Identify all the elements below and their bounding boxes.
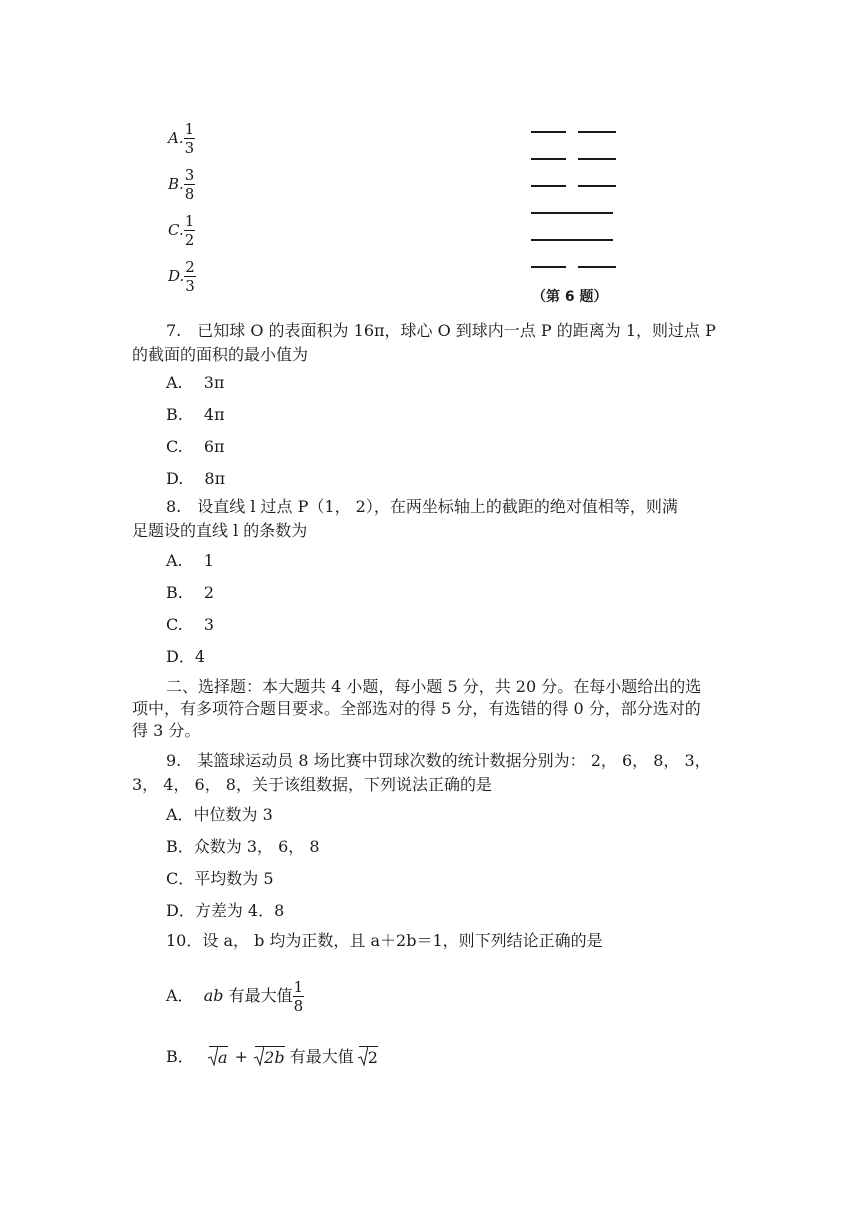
q10-option-b: B． a + 2b 有最大值 2 <box>166 1047 378 1067</box>
q10-stem: 10．设 a， b 均为正数，且 a＋2b＝1，则下列结论正确的是 <box>166 931 603 950</box>
sqrt-a: a <box>209 1046 228 1069</box>
q10-option-a: A． ab 有最大值 $\frac{1}{8}$ <box>166 978 304 1015</box>
q9-stem-line1: 9. 某篮球运动员 8 场比赛中罚球次数的统计数据分别为： 2， 6， 8， 3， <box>166 751 711 770</box>
fraction: $\frac{1}{8}$ <box>293 978 304 1015</box>
section2-line1: 二、选择题：本大题共 4 小题，每小题 5 分，共 20 分。在每小题给出的选 <box>166 677 702 696</box>
q9-option-b: B．众数为 3， 6， 8 <box>166 837 320 856</box>
hexagram-figure <box>528 122 618 282</box>
q8-stem-line2: 足题设的直线 l 的条数为 <box>132 521 308 540</box>
q9-stem-line2: 3， 4， 6， 8，关于该组数据，下列说法正确的是 <box>132 775 492 794</box>
q7-option-a: A. 3π <box>166 373 225 392</box>
fraction: $\frac{1}{2}$ <box>184 212 195 249</box>
q7-option-d: D. 8π <box>166 469 226 488</box>
q8-stem-line1: 8. 设直线 l 过点 P（1， 2），在两坐标轴上的截距的绝对值相等，则满 <box>166 497 678 516</box>
fraction: $\frac{2}{3}$ <box>185 258 195 295</box>
sqrt-2b: 2b <box>255 1046 284 1069</box>
section2-line2: 项中，有多项符合题目要求。全部选对的得 5 分，有选错的得 0 分，部分选对的 <box>132 699 701 718</box>
q7-option-b: B. 4π <box>166 405 225 424</box>
q9-option-a: A．中位数为 3 <box>166 805 273 824</box>
radical-icon <box>358 1046 368 1066</box>
q8-option-a: A. 1 <box>166 551 214 570</box>
q6-option-b: B. $\frac{3}{8}$ <box>168 166 195 203</box>
q8-option-b: B. 2 <box>166 583 215 602</box>
q8-option-d: D．4 <box>166 647 206 666</box>
q6-option-a: A. $\frac{1}{3}$ <box>168 120 195 157</box>
fraction: $\frac{1}{3}$ <box>184 120 195 157</box>
radical-icon <box>254 1046 264 1066</box>
fraction: $\frac{3}{8}$ <box>184 166 195 203</box>
q7-option-c: C. 6π <box>166 437 225 456</box>
q9-option-c: C．平均数为 5 <box>166 869 274 888</box>
q8-option-c: C. 3 <box>166 615 215 634</box>
q6-option-d: D. $\frac{2}{3}$ <box>168 258 195 295</box>
figure-caption: （第 6 题） <box>532 289 608 305</box>
sqrt-2: 2 <box>359 1046 378 1069</box>
q7-stem-line1: 7. 已知球 O 的表面积为 16π，球心 O 到球内一点 P 的距离为 1，则过点 P <box>166 321 716 340</box>
q7-stem-line2: 的截面的面积的最小值为 <box>132 345 309 364</box>
q9-option-d: D．方差为 4．8 <box>166 901 285 920</box>
section2-line3: 得 3 分。 <box>132 721 201 740</box>
q6-option-c: C. $\frac{1}{2}$ <box>168 212 195 249</box>
radical-icon <box>208 1046 218 1066</box>
